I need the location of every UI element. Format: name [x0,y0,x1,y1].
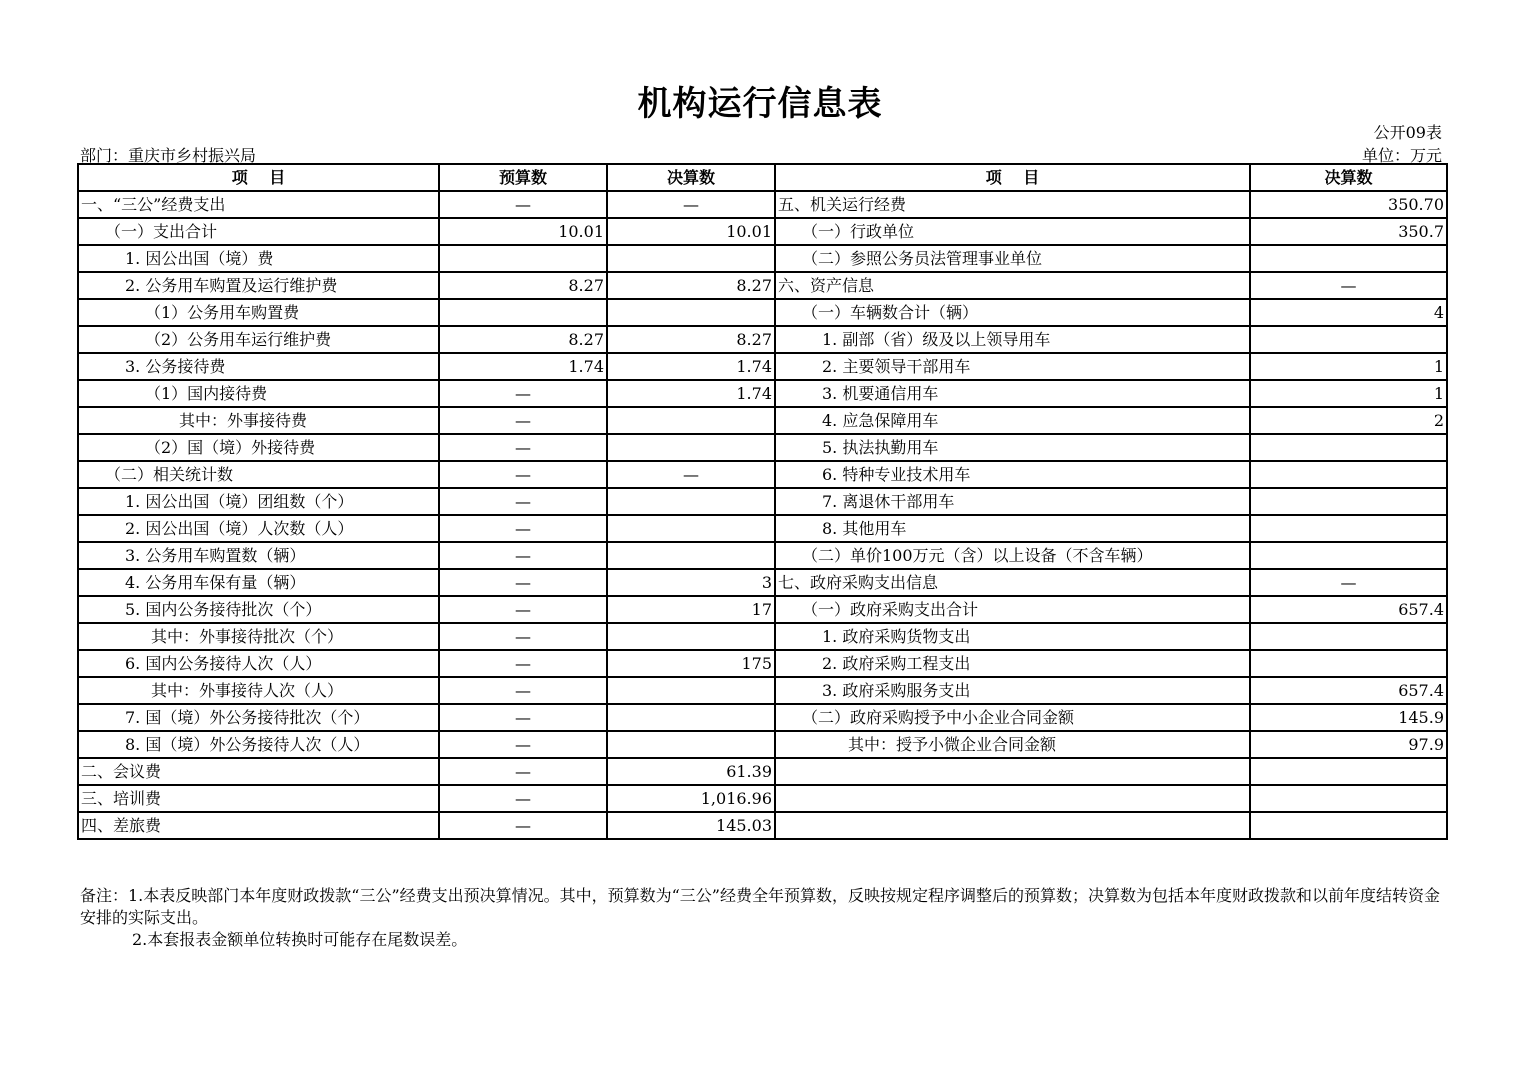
right-item-cell: 五、机关运行经费 [775,191,1250,218]
left-item-cell: 其中：外事接待批次（个） [78,623,439,650]
table-row [78,434,1447,461]
table-row [78,380,1447,407]
left-item-cell: 三、培训费 [78,785,439,812]
left-item-cell: （二）相关统计数 [78,461,439,488]
budget-cell: — [439,461,607,488]
budget-cell: — [439,407,607,434]
right-final-cell: 657.4 [1250,677,1447,704]
budget-cell: 8.27 [439,326,607,353]
right-item-cell: 3. 机要通信用车 [775,380,1250,407]
budget-cell: — [439,596,607,623]
final-cell: 1,016.96 [607,785,775,812]
right-final-cell: — [1250,272,1447,299]
right-item-cell: 1. 副部（省）级及以上领导用车 [775,326,1250,353]
note-2: 2.本套报表金额单位转换时可能存在尾数误差。 [132,930,468,949]
table-row [78,623,1447,650]
right-final-cell: 145.9 [1250,704,1447,731]
note-1: 备注：1.本表反映部门本年度财政拨款“三公”经费支出预决算情况。其中，预算数为“三公”经费全年预算数，反映按规定程序调整后的预算数；决算数为包括本年度财政拨款和以前年度结转资金安排的实际支出。 [80,886,1440,927]
right-final-cell [1250,812,1447,839]
right-final-cell [1250,542,1447,569]
notes [80,885,1450,951]
left-item-cell: 3. 公务接待费 [78,353,439,380]
left-item-cell: 6. 国内公务接待人次（人） [78,650,439,677]
left-item-cell: 7. 国（境）外公务接待批次（个） [78,704,439,731]
budget-cell: — [439,623,607,650]
final-cell: 61.39 [607,758,775,785]
unit-label: 单位：万元 [1361,146,1442,165]
budget-cell: 8.27 [439,272,607,299]
final-cell: 17 [607,596,775,623]
budget-cell: — [439,380,607,407]
table-row [78,704,1447,731]
right-final-cell: 1 [1250,380,1447,407]
right-final-cell: 4 [1250,299,1447,326]
budget-cell: 1.74 [439,353,607,380]
right-item-cell: （一）政府采购支出合计 [775,596,1250,623]
header-budget: 预算数 [439,164,607,191]
right-final-cell: — [1250,569,1447,596]
right-item-cell: 4. 应急保障用车 [775,407,1250,434]
budget-cell: — [439,515,607,542]
right-final-cell [1250,623,1447,650]
table-row [78,596,1447,623]
final-cell [607,407,775,434]
table-row [78,785,1447,812]
left-item-cell: 1. 因公出国（境）团组数（个） [78,488,439,515]
budget-cell: — [439,758,607,785]
final-cell [607,731,775,758]
left-item-cell: 5. 国内公务接待批次（个） [78,596,439,623]
header-item-right: 项 目 [775,164,1250,191]
right-final-cell: 1 [1250,353,1447,380]
final-cell [607,704,775,731]
right-item-cell: （一）行政单位 [775,218,1250,245]
budget-cell: — [439,812,607,839]
final-cell [607,299,775,326]
final-cell [607,515,775,542]
final-cell: 175 [607,650,775,677]
right-final-cell [1250,326,1447,353]
left-item-cell: 2. 因公出国（境）人次数（人） [78,515,439,542]
budget-cell: — [439,434,607,461]
right-item-cell: 8. 其他用车 [775,515,1250,542]
final-cell [607,434,775,461]
left-item-cell: （1）公务用车购置费 [78,299,439,326]
right-final-cell [1250,650,1447,677]
right-item-cell [775,758,1250,785]
left-item-cell: 其中：外事接待费 [78,407,439,434]
table-row [78,353,1447,380]
right-item-cell: 1. 政府采购货物支出 [775,623,1250,650]
right-item-cell: （二）参照公务员法管理事业单位 [775,245,1250,272]
table-row [78,569,1447,596]
right-final-cell [1250,488,1447,515]
table-row [78,542,1447,569]
left-item-cell: 一、“三公”经费支出 [78,191,439,218]
right-item-cell: （一）车辆数合计（辆） [775,299,1250,326]
right-item-cell: （二）政府采购授予中小企业合同金额 [775,704,1250,731]
table-row [78,461,1447,488]
budget-cell: — [439,569,607,596]
right-final-cell: 97.9 [1250,731,1447,758]
budget-cell: — [439,677,607,704]
final-cell: — [607,191,775,218]
right-final-cell [1250,515,1447,542]
left-item-cell: 二、会议费 [78,758,439,785]
left-item-cell: 8. 国（境）外公务接待人次（人） [78,731,439,758]
department-label: 部门：重庆市乡村振兴局 [80,146,257,165]
budget-cell [439,245,607,272]
table-header-row [78,164,1447,191]
table-row [78,326,1447,353]
left-item-cell: 其中：外事接待人次（人） [78,677,439,704]
final-cell: 1.74 [607,380,775,407]
right-item-cell: 5. 执法执勤用车 [775,434,1250,461]
right-item-cell [775,812,1250,839]
right-item-cell: 3. 政府采购服务支出 [775,677,1250,704]
left-item-cell: （2）国（境）外接待费 [78,434,439,461]
form-number: 公开09表 [1373,123,1442,142]
table-row [78,677,1447,704]
budget-cell [439,299,607,326]
right-item-cell: 7. 离退休干部用车 [775,488,1250,515]
table-row [78,218,1447,245]
budget-cell: — [439,731,607,758]
table-body [78,191,1447,839]
budget-cell: — [439,191,607,218]
right-item-cell: 2. 主要领导干部用车 [775,353,1250,380]
page-title: 机构运行信息表 [637,84,883,124]
left-item-cell: 2. 公务用车购置及运行维护费 [78,272,439,299]
budget-cell: — [439,785,607,812]
table-row [78,515,1447,542]
right-item-cell: （二）单价100万元（含）以上设备（不含车辆） [775,542,1250,569]
right-final-cell: 2 [1250,407,1447,434]
left-item-cell: （一）支出合计 [78,218,439,245]
final-cell [607,488,775,515]
final-cell [607,542,775,569]
table-row [78,245,1447,272]
budget-cell: — [439,488,607,515]
left-item-cell: 1. 因公出国（境）费 [78,245,439,272]
left-item-cell: 4. 公务用车保有量（辆） [78,569,439,596]
final-cell [607,623,775,650]
right-final-cell [1250,785,1447,812]
right-final-cell: 350.70 [1250,191,1447,218]
header-item-left: 项 目 [78,164,439,191]
final-cell: 10.01 [607,218,775,245]
final-cell [607,245,775,272]
header-final: 决算数 [607,164,775,191]
table-row [78,407,1447,434]
table-row [78,299,1447,326]
right-item-cell [775,785,1250,812]
right-item-cell: 六、资产信息 [775,272,1250,299]
final-cell [607,677,775,704]
final-cell: 1.74 [607,353,775,380]
table-row [78,731,1447,758]
budget-cell: 10.01 [439,218,607,245]
left-item-cell: （1）国内接待费 [78,380,439,407]
budget-cell: — [439,542,607,569]
final-cell: 8.27 [607,272,775,299]
header-final-right: 决算数 [1250,164,1447,191]
right-final-cell [1250,758,1447,785]
right-final-cell [1250,461,1447,488]
right-item-cell: 2. 政府采购工程支出 [775,650,1250,677]
right-final-cell: 657.4 [1250,596,1447,623]
right-final-cell: 350.7 [1250,218,1447,245]
table-row [78,812,1447,839]
final-cell: — [607,461,775,488]
right-final-cell [1250,245,1447,272]
table-row [78,272,1447,299]
table-row [78,758,1447,785]
left-item-cell: 四、差旅费 [78,812,439,839]
left-item-cell: 3. 公务用车购置数（辆） [78,542,439,569]
info-table [77,163,1448,840]
table-row [78,488,1447,515]
right-item-cell: 其中：授予小微企业合同金额 [775,731,1250,758]
right-item-cell: 七、政府采购支出信息 [775,569,1250,596]
final-cell: 3 [607,569,775,596]
table-row [78,650,1447,677]
budget-cell: — [439,704,607,731]
table-row [78,191,1447,218]
right-item-cell: 6. 特种专业技术用车 [775,461,1250,488]
final-cell: 145.03 [607,812,775,839]
final-cell: 8.27 [607,326,775,353]
budget-cell: — [439,650,607,677]
left-item-cell: （2）公务用车运行维护费 [78,326,439,353]
right-final-cell [1250,434,1447,461]
